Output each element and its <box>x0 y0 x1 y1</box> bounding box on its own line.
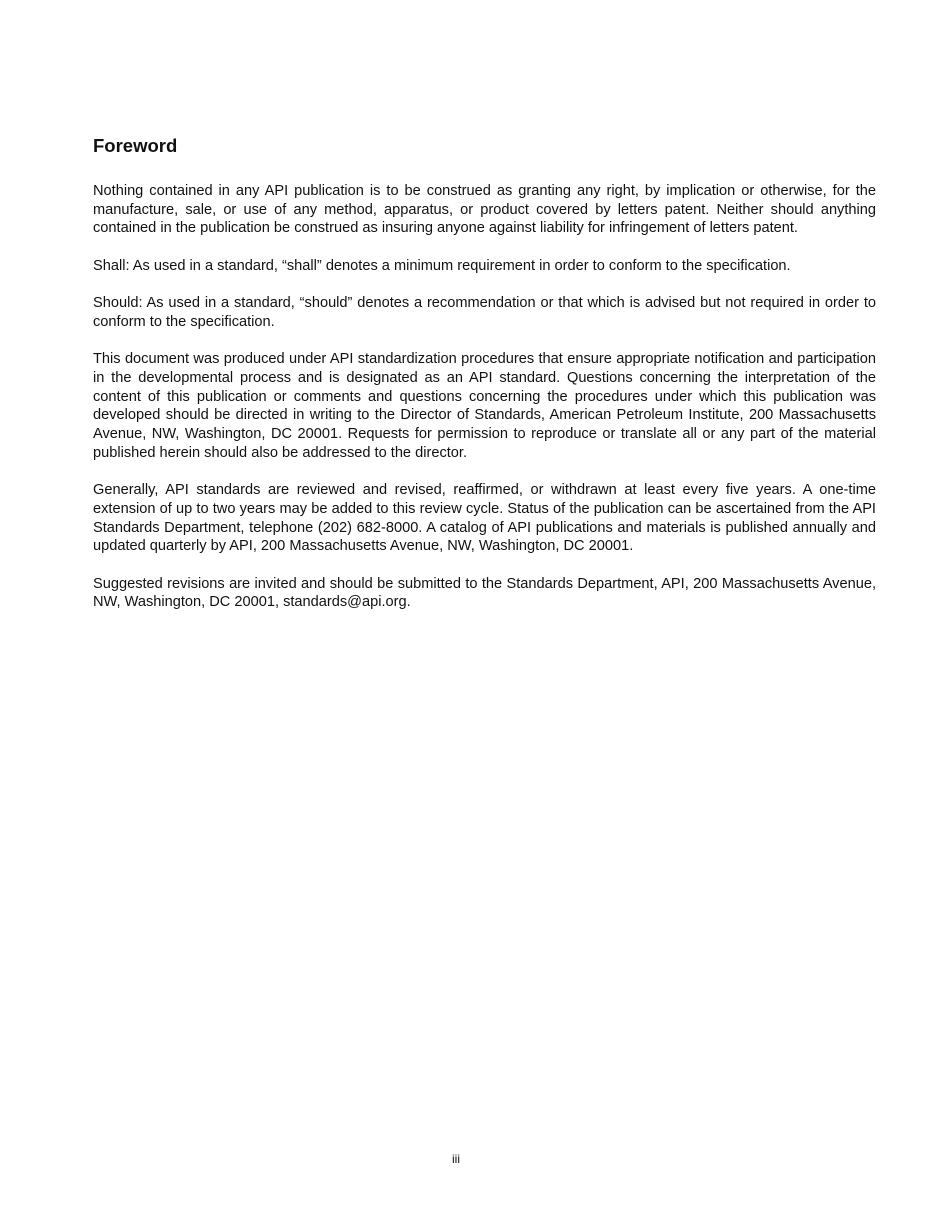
paragraph-review-cycle: Generally, API standards are reviewed and revised, reaffirmed, or withdrawn at least every five years. A one-time extension of up to two years may be added to this review cycle. Status of the publication can be ascertained from the API Standards Department, telephone (202) 682-8000. A catalog of API publications and materials is published annually and updated quarterly by API, 200 Massachusetts Avenue, NW, Washington, DC 20001. <box>93 482 876 555</box>
page-title: Foreword <box>93 135 178 156</box>
foreword-body <box>93 182 876 631</box>
paragraph-standardization-procedures: This document was produced under API standardization procedures that ensure appropriate notification and participation in the developmental process and is designated as an API standard. Questions concerning the interpretation of the content of this publication or comments and questions concerning the procedures under which this publication was developed should be directed in writing to the Director of Standards, American Petroleum Institute, 200 Massachusetts Avenue, NW, Washington, DC 20001. Requests for permission to reproduce or translate all or any part of the material published herein should also be addressed to the director. <box>93 351 876 461</box>
paragraph-shall-definition: Shall: As used in a standard, “shall” denotes a minimum requirement in order to conform to the specification. <box>93 257 791 274</box>
paragraph-patent-disclaimer: Nothing contained in any API publication is to be construed as granting any right, by implication or otherwise, for the manufacture, sale, or use of any method, apparatus, or product covered by letters patent. Neither should anything contained in the publication be construed as insuring anyone against liability for infringement of letters patent. <box>93 183 876 237</box>
page-number: iii <box>452 1152 460 1166</box>
paragraph-suggested-revisions: Suggested revisions are invited and should be submitted to the Standards Department, API, 200 Massachusetts Avenue, NW, Washington, DC 20001, standards@api.org. <box>93 575 876 611</box>
paragraph-should-definition: Should: As used in a standard, “should” denotes a recommendation or that which is advised but not required in order to conform to the specification. <box>93 295 876 330</box>
